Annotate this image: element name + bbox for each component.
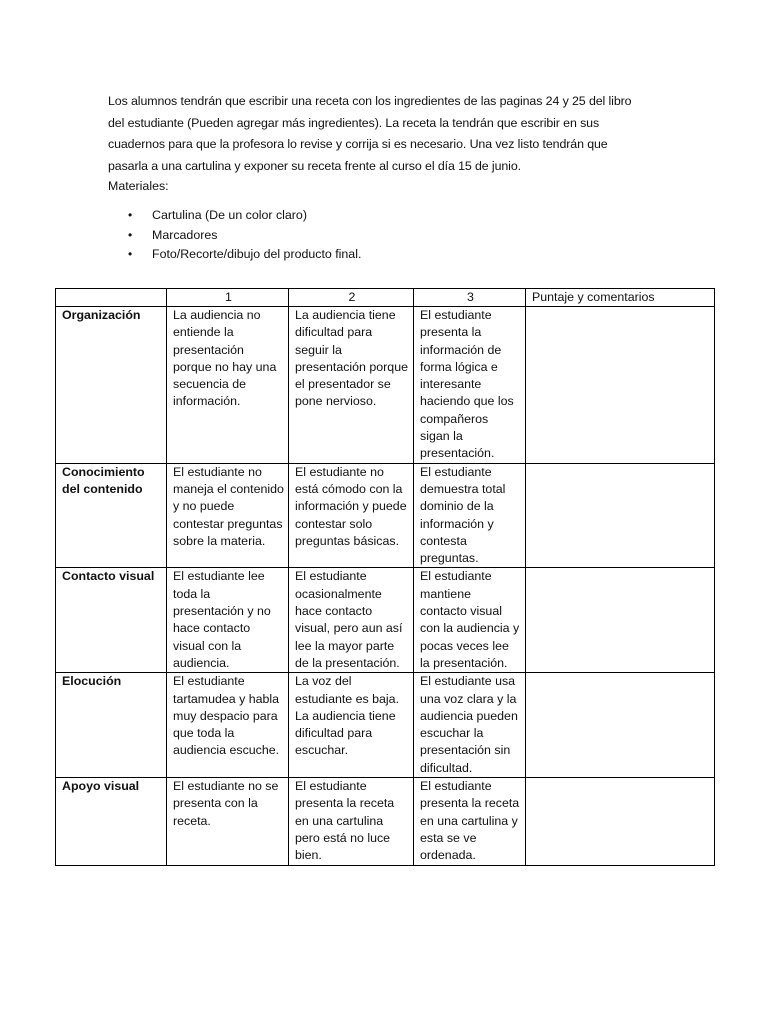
level-3-cell: El estudiante usa una voz clara y la audiencia pueden escuchar la presentación sin dificultad. [414,673,526,778]
intro-paragraph: Los alumnos tendrán que escribir una receta con los ingredientes de las paginas 24 y 25 del libro del estudiante (Pueden agregar más ingredientes). La receta la tendrán que escribir en sus cuadernos para que la profesora lo revise y corrija si es necesario. Una vez listo tendrán que pasarla a una cartulina y exponer su receta frente al curso el día 15 de junio. [108,94,632,173]
materials-list [108,206,361,265]
level-1-cell: El estudiante no se presenta con la receta. [167,778,289,865]
level-2-cell: El estudiante presenta la receta en una cartulina pero está no luce bien. [289,778,414,865]
level-3-cell: El estudiante presenta la información de forma lógica e interesante haciendo que los compañeros sigan la presentación. [414,307,526,464]
comments-cell [526,307,715,464]
criterion-cell: Elocución [56,673,167,778]
level-3-cell: El estudiante demuestra total dominio de la información y contesta preguntas. [414,463,526,568]
table-header-row [56,289,715,307]
comments-cell [526,568,715,673]
bullet-icon: • [128,208,133,222]
table-row [56,463,715,568]
material-item-text: Cartulina (De un color claro) [152,208,307,222]
criterion-cell: Apoyo visual [56,778,167,865]
list-item [108,206,361,226]
header-cell-level-2: 2 [289,289,414,307]
level-1-cell: La audiencia no entiende la presentación porque no hay una secuencia de información. [167,307,289,464]
criterion-cell: Organización [56,307,167,464]
header-cell-comments: Puntaje y comentarios [526,289,715,307]
materials-heading: Materiales: [108,179,169,193]
level-2-cell: La audiencia tiene dificultad para seguir la presentación porque el presentador se pone nervioso. [289,307,414,464]
list-item [108,245,361,265]
comments-cell [526,673,715,778]
level-1-cell: El estudiante no maneja el contenido y no puede contestar preguntas sobre la materia. [167,463,289,568]
header-cell-criterion [56,289,167,307]
level-1-cell: El estudiante tartamudea y habla muy despacio para que toda la audiencia escuche. [167,673,289,778]
level-2-cell: El estudiante no está cómodo con la información y puede contestar solo preguntas básicas. [289,463,414,568]
table-row [56,568,715,673]
table-row [56,673,715,778]
comments-cell [526,463,715,568]
material-item-text: Foto/Recorte/dibujo del producto final. [152,247,362,261]
bullet-icon: • [128,247,133,261]
rubric-table [55,288,715,866]
level-2-cell: El estudiante ocasionalmente hace contacto visual, pero aun así lee la mayor parte de la presentación. [289,568,414,673]
list-item [108,226,361,246]
header-cell-level-1: 1 [167,289,289,307]
table-row [56,778,715,865]
material-item-text: Marcadores [152,227,218,242]
bullet-icon: • [128,227,133,242]
table-row [56,307,715,464]
criterion-cell: Contacto visual [56,568,167,673]
level-2-cell: La voz del estudiante es baja. La audiencia tiene dificultad para escuchar. [289,673,414,778]
level-3-cell: El estudiante mantiene contacto visual con la audiencia y pocas veces lee la presentación. [414,568,526,673]
level-3-cell: El estudiante presenta la receta en una cartulina y esta se ve ordenada. [414,778,526,865]
level-1-cell: El estudiante lee toda la presentación y no hace contacto visual con la audiencia. [167,568,289,673]
header-cell-level-3: 3 [414,289,526,307]
criterion-cell: Conocimiento del contenido [56,463,167,568]
comments-cell [526,778,715,865]
